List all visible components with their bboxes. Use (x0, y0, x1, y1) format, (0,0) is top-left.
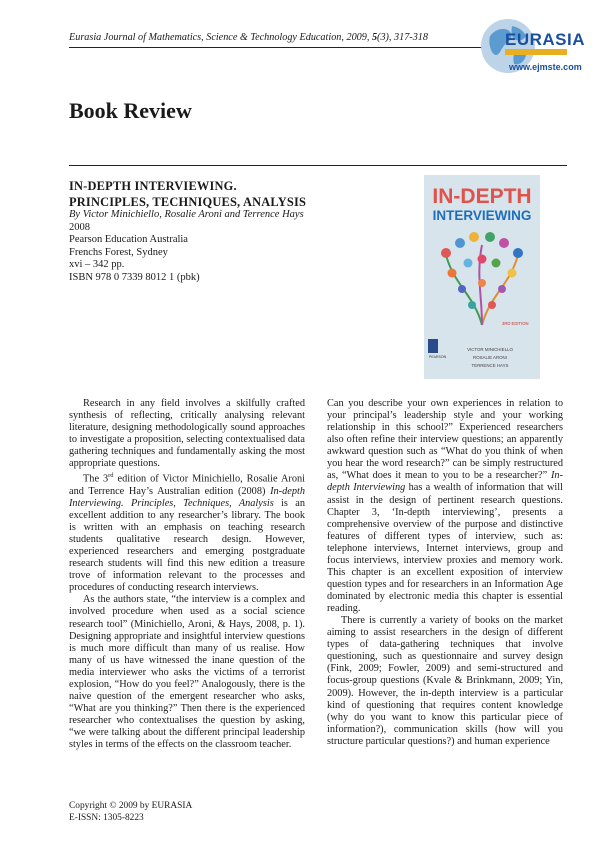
book-authors: By Victor Minichiello, Rosalie Aroni and Terrence Hays (69, 209, 304, 220)
book-title-line2: PRINCIPLES, TECHNIQUES, ANALYSIS (69, 195, 307, 209)
paragraph: As the authors state, “the interview is a complex and involved procedure when used as a social science research tool” (Minichiello, Aroni, & Hays, 2008, p. 1). Designing appropriate and insightful interview questions is much more difficult than many of us realise. How many of us have witnessed the inane question of the media interviewer who asks the victims of a terrorist explosion, “How do you feel?” Analogously, there is the naive question of the emergent researcher who asks, “What are you thinking?” Then there is the experienced researcher who contextualises the question by asking, “we were talking about the different principal leadership styles in terms of the effects on the classroom teacher. (69, 594, 305, 751)
cover-publisher-mark: PEARSON (429, 355, 447, 359)
book-metadata (69, 209, 304, 285)
cover-edition: 3RD EDITION (502, 321, 529, 326)
section-rule (69, 165, 567, 166)
copyright-footer (69, 801, 192, 824)
cover-title-line2: INTERVIEWING (432, 208, 532, 223)
book-pages: xvi – 342 pp. (69, 259, 125, 271)
header-rule (69, 47, 509, 48)
journal-name: Eurasia Journal of Mathematics, Science & Technology Education (69, 32, 342, 43)
section-title: Book Review (69, 98, 192, 123)
book-publisher: Pearson Education Australia (69, 234, 188, 246)
paragraph: The 3rd edition of Victor Minichiello, Rosalie Aroni and Terrence Hay’s Australian edition (2008) In-depth Interviewing. Principles, Techniques, Analysis is an excellent addition to any researcher’s library. The book is written with an emphasis on teaching research students qualitative research design. However, experienced researchers and emerging postgraduate research students will find this new edition a treasure trove of information relevant to the processes and procedures of conducting research interviews. (69, 472, 305, 594)
book-location: Frenchs Forest, Sydney (69, 246, 168, 258)
cover-author2: ROSALIE ARONI (473, 355, 507, 360)
copyright-text: Copyright © 2009 by EURASIA (69, 801, 193, 811)
paragraph: Research in any field involves a skilfully crafted synthesis of reflecting, critically analysing relevant literature, designing methodologically sound approaches to investigate a proposition, selecting contextualised data gathering techniques and fundamentally asking the most appropriate questions. (69, 398, 305, 470)
body-column-left (69, 398, 305, 751)
book-year: 2008 (69, 221, 90, 233)
book-title (69, 178, 306, 210)
logo-strip (505, 49, 567, 55)
issn-text: E-ISSN: 1305-8223 (69, 812, 144, 823)
logo-wordmark: EURASIA (505, 30, 586, 49)
journal-citation (69, 32, 428, 43)
book-isbn: ISBN 978 0 7339 8012 1 (pbk) (69, 271, 200, 283)
journal-issue-pages: (3), 317-318 (377, 32, 428, 43)
cover-title-line1: IN-DEPTH (432, 185, 532, 208)
journal-year: , 2009, (341, 32, 372, 43)
cover-author3: TERRENCE HAYS (471, 363, 509, 368)
book-cover-image (424, 175, 540, 379)
paragraph: There is currently a variety of books on the market aiming to assist researchers in the design of different types of data-gathering techniques that involve questioning, such as questionnaire and survey design (Fink, 2009; Fowler, 2009) and semi-structured and focus-group questions (Kvale & Brinkmann, 2009; Yin, 2009). However, the in-depth interview is a particular kind of questioning that requires content knowledge (why do you want to know this particular piece of information?), communication skills (how will you structure particular questions?) and human experience (327, 615, 563, 747)
journal-volume: 5 (371, 32, 378, 43)
book-title-line1: IN-DEPTH INTERVIEWING. (69, 179, 237, 193)
logo-url[interactable]: www.ejmste.com (509, 62, 582, 72)
cover-author1: VICTOR MINICHIELLO (467, 347, 513, 352)
body-column-right (327, 398, 563, 748)
paragraph: Can you describe your own experiences in relation to your principal’s leadership style and your working relationship in this school?” Experienced researchers also often refine their interview questions; an apparently awkward question such as “What do you think of when you hear the word research?” can be simply restructured as, “What does it mean to you to be a researcher?” In-depth Interviewing has a wealth of information that will assist in the design of pertinent research questions. Chapter 3, ‘In-depth interviewing’, presents a comprehensive overview of the purpose and distinctive features of different types of interview, such as: telephone interviews, Internet interviews, group and focus interviews, interview proxies and memory work. This chapter is an excellent exposition of interview question types and for researchers in an Information Age dominated by electronic media this chapter is essential reading. (327, 398, 563, 615)
